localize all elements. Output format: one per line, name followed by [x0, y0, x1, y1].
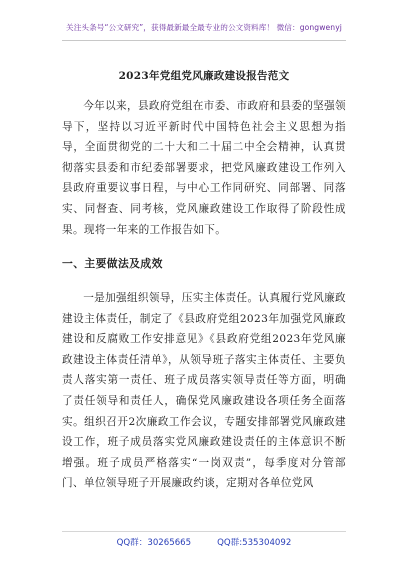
footer — [0, 536, 408, 548]
footer-divider — [62, 531, 346, 532]
footer-qq-group-1: QQ群：30265665 — [116, 538, 192, 548]
section-heading: 一、主要做法及成效 — [62, 257, 163, 270]
document-title: 2023年党组党风廉政建设报告范文 — [118, 70, 290, 82]
footer-qq-group-2: QQ群:535304092 — [217, 538, 292, 548]
section-paragraph: 一是加强组织领导，压实主体责任。认真履行党风廉政建设主体责任，制定了《县政府党组2023年加强党风廉政建设和反腐败工作安排意见》《县政府党组2023年党风廉政建设主体责任清单》，从领导班子落实主体责任、主要负责人落实第一责任、班子成员落实领导责任等方面，明确了责任领导和责任人，确保党风廉政建设各项任务全面落实。组织召开2次廉政工作会议，专题安排部署党风廉政建设工作，班子成员落实党风廉政建设责任的主体意识不断增强。班子成员严格落实“一岗双责”，每季度对分管部门、单位领导班子开展廉政约谈，定期对各单位党风 — [62, 292, 346, 490]
header-divider — [62, 40, 346, 41]
intro-paragraph: 今年以来，县政府党组在市委、市政府和县委的坚强领导下，坚持以习近平新时代中国特色社会主义思想为指导，全面贯彻党的二十大和二十届二中全会精神，认真贯彻落实县委和市纪委部署要求，把党风廉政建设工作列入县政府重要议事日程，与中心工作同研究、同部署、同落实、同督查、同考核，党风廉政建设工作取得了阶段性成果。现将一年来的工作报告如下。 — [62, 100, 346, 236]
header-banner: 关注头条号“公文研究”，获得最新最全最专业的公文资料库！ 微信：gongwenyj — [66, 23, 342, 32]
